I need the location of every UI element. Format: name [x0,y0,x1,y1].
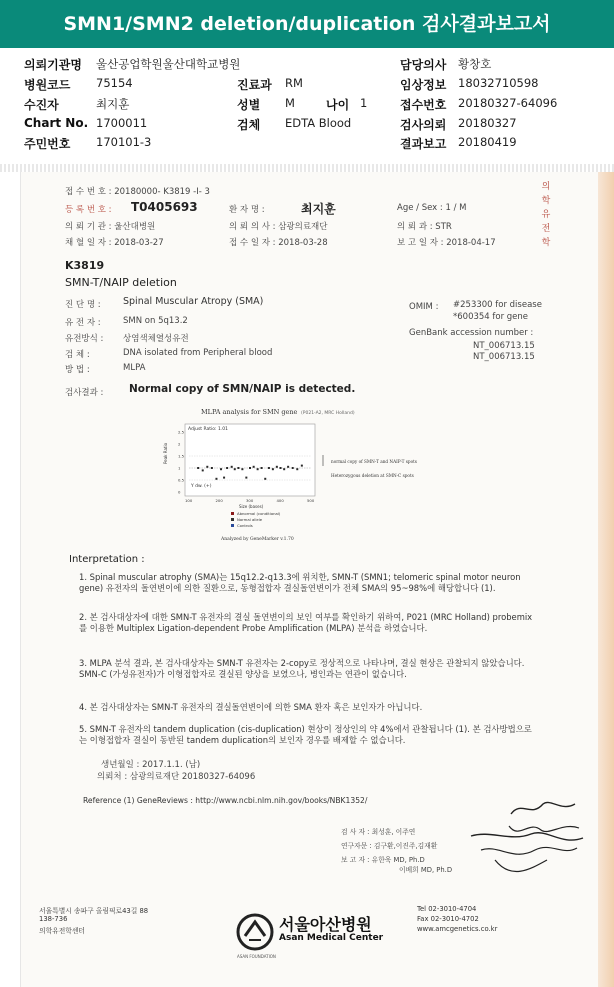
diagnosis-label: 진 단 명 : [65,300,101,310]
birth-date: 생년월일 : 2017.1.1. (남) [101,760,201,770]
examiner: 검 사 자 : 최성훈, 이주연 [341,828,416,836]
header-label: 담당의사 [400,58,447,72]
research-advisor: 연구자문 : 김구환,이진주,김재환 [341,842,438,850]
data-point [301,465,303,467]
scan-edge [598,172,614,987]
legend-item: Normal allele [237,517,263,522]
mlpa-chart [161,404,491,544]
scanned-report [20,172,614,987]
header-label: 임상정보 [400,78,447,92]
data-point [283,468,285,470]
header-value: 1 [360,96,368,110]
requesting-dept: 의 뢰 과 : STR [397,222,452,232]
legend-swatch [231,518,234,521]
annotation-deletion: Heterozygous deletion at SMN-C spots [331,473,414,478]
y-tick-label: 0.5 [178,477,185,483]
y-axis-label: Peak Ratio [163,442,168,464]
address-3: 의학유전학센터 [39,927,85,935]
genbank-label: GenBank accession number : [409,328,534,338]
data-point [280,467,282,469]
data-point [234,468,236,470]
header-value: 황창호 [458,57,492,71]
data-point [215,478,217,480]
x-tick-label: 300 [246,498,254,503]
data-point [220,468,222,470]
inheritance: 상염색체열성유전 [123,334,189,344]
hospital-name-en: Asan Medical Center [279,933,384,943]
data-point [276,466,278,468]
header-label: 검체 [237,118,261,132]
address-1: 서울특별시 송파구 올림픽로43길 88 [39,907,149,915]
omim-gene: *600354 for gene [453,312,529,322]
diagnosis: Spinal Muscular Atropy (SMA) [123,296,264,307]
header-label: 주민번호 [24,137,71,151]
specimen-label: 검 체 : [65,350,90,360]
divider-band [0,164,614,172]
interpretation-1: 1. Spinal muscular atrophy (SMA)는 15q12.2-q13.3에 위치한, SMN-T (SMN1; telomeric spinal motor neuron gene) 유전자의 돌연변이에 의한 질환으로, 동형접합자 결실돌연변이가 전체 SMA의 95~98%에 해당합니다 (1). [79,572,521,593]
header-label: 의뢰기관명 [24,58,82,72]
legend-swatch [231,524,234,527]
data-point [287,466,289,468]
data-point [264,478,266,480]
y-tick-label: 2.5 [178,429,185,435]
inner-title: Adjust Ratio: 1.01 [188,427,229,432]
y-tick-label: 1.5 [178,453,185,459]
registration-number: T0405693 [131,200,198,214]
header-value: 20180419 [458,135,517,149]
inheritance-label: 유전방식 : [65,334,104,344]
header-value: 18032710598 [458,76,539,90]
header-value: M [285,96,295,110]
header-label: 나이 [326,98,350,112]
side-char: 의 [541,182,551,192]
side-char: 학 [541,196,551,206]
header-value: RM [285,76,303,90]
x-tick-label: 400 [276,498,284,503]
data-point [226,467,228,469]
interpretation-2: 2. 본 검사대상자에 대한 SMN-T 유전자의 결실 돌연변이의 보인 여부를 확인하기 위하여, P021 (MRC Holland) probemix를 이용한 Multiplex Ligation-dependent Probe Amplification (MLPA) 분석을 하였습니다. [79,612,533,633]
header-label: 진료과 [237,78,272,92]
chart-title: MLPA analysis for SMN gene [201,408,298,416]
website: www.amcgenetics.co.kr [417,925,498,933]
y-tick-label: 1 [178,465,181,471]
chart-title-note: (P021-A2, MRC Holland) [301,411,355,416]
legend-item: Abnormal (conditional) [237,511,281,516]
reporter: 보 고 자 : 유한욱 MD, Ph.D [341,856,425,864]
gene: SMN on 5q13.2 [123,316,188,326]
data-point [206,466,208,468]
data-point [197,467,199,469]
side-char: 유 [541,210,551,220]
x-tick-label: 500 [307,498,315,503]
chart-footer: Analyzed by GeneMarker v.1.70 [221,537,294,542]
data-point [241,468,243,470]
omim-disease: #253300 for disease [453,300,542,310]
header-value: 75154 [96,76,133,90]
header-label: Chart No. [24,116,89,130]
asan-logo-icon [235,912,275,952]
logo-text: ASAN FOUNDATION [237,954,276,959]
annotation-normal: normal copy of SMN-T and NAIP-T spots [331,459,417,464]
patient-name: 최지훈 [301,202,336,216]
result-text: Normal copy of SMN/NAIP is detected. [129,383,356,395]
header-value: 1700011 [96,116,148,130]
specimen: DNA isolated from Peripheral blood [123,348,273,358]
test-name: SMN-T/NAIP deletion [65,276,177,289]
header-label: 성별 [237,98,261,112]
header-value: 최지훈 [96,97,130,111]
data-point [296,468,298,470]
accession-1: NT_006713.15 [473,341,535,351]
marker-label: Y dw. (+) [191,484,212,489]
header-label: 검사의뢰 [400,118,447,132]
omim-label: OMIM : [409,302,439,312]
result-label: 검사결과 : [65,388,104,398]
telephone: Tel 02-3010-4704 [417,905,477,913]
data-point [292,467,294,469]
data-point [253,466,255,468]
header-value: EDTA Blood [285,116,352,130]
test-code: K3819 [65,259,105,272]
reference: Reference (1) GeneReviews : http://www.ncbi.nlm.nih.gov/books/NBK1352/ [83,796,368,805]
x-tick-label: 200 [215,498,223,503]
header-value: 20180327 [458,116,517,130]
interpretation-4: 4. 본 검사대상자는 SMN-T 유전자의 결실돌연변이에 의한 SMA 환자 혹은 보인자가 아닙니다. [79,702,423,712]
age-sex: Age / Sex : 1 / M [397,203,467,213]
gene-label: 유 전 자 : [65,318,101,328]
receipt-number: 접 수 번 호 : 20180000- K3819 -I- 3 [65,187,210,197]
data-point [257,468,259,470]
data-point [272,468,274,470]
data-point [245,477,247,479]
header-value: 170101-3 [96,135,152,149]
legend-item: Controls [237,523,253,528]
interpretation-5: 5. SMN-T 유전자의 tandem duplication (cis-duplication) 현상이 정상인의 약 4%에서 관찰됩니다 (1). 본 검사방법으로는 이형접합자 결실이 동반된 tandem duplication의 보인자 경우를 배제할 수 없습니다. [79,724,532,745]
data-point [237,467,239,469]
fax: Fax 02-3010-4702 [417,915,479,923]
patient-info-header [0,52,614,162]
data-point [249,467,251,469]
data-point [268,467,270,469]
y-tick-label: 2 [178,441,181,447]
registration-label: 등 록 번 호 : [65,205,112,215]
side-label [539,180,553,250]
y-tick-label: 0 [178,489,181,495]
x-tick-label: 100 [185,498,193,503]
header-value: 울산공업학원울산대학교병원 [96,57,241,71]
header-label: 병원코드 [24,78,71,92]
method-label: 방 법 : [65,365,90,375]
data-point [223,477,225,479]
side-char: 전 [541,224,551,234]
data-point [202,469,204,471]
interpretation-title: Interpretation : [69,554,145,565]
reporter-2: 이베희 MD, Ph.D [399,866,453,874]
referring-org: 의뢰처 : 삼광의료재단 20180327-64096 [97,772,256,782]
accession-2: NT_006713.15 [473,352,535,362]
interpretation-3: 3. MLPA 분석 결과, 본 검사대상자는 SMN-T 유전자는 2-copy로 정상적으로 나타나며, 결실 현상은 관찰되지 않았습니다. SMN-C (가성유전자)가 이형접합자로 결실된 양상을 보였으나, 병인과는 연관이 없습니다. [79,658,525,679]
header-label: 수진자 [24,98,59,112]
legend-swatch [231,512,234,515]
report-date: 보 고 일 자 : 2018-04-17 [397,238,496,248]
method: MLPA [123,363,146,373]
x-axis-label: Size (bases) [239,504,264,509]
hospital-name-kr: 서울아산병원 [279,915,372,934]
requesting-doctor: 의 뢰 의 사 : 삼광의료재단 [229,222,328,232]
data-point [211,467,213,469]
data-point [231,466,233,468]
header-label: 결과보고 [400,137,447,151]
address-2: 138-736 [39,915,68,923]
receipt-date: 접 수 일 자 : 2018-03-28 [229,238,328,248]
header-label: 접수번호 [400,98,447,112]
collection-date: 채 혈 일 자 : 2018-03-27 [65,238,164,248]
signature [451,790,591,890]
side-char: 학 [541,238,551,248]
report-title: SMN1/SMN2 deletion/duplication 검사결과보고서 [0,0,614,48]
requesting-org: 의 뢰 기 관 : 울산대병원 [65,222,156,232]
patient-label: 환 자 명 : [229,205,265,215]
header-value: 20180327-64096 [458,96,558,110]
data-point [261,467,263,469]
